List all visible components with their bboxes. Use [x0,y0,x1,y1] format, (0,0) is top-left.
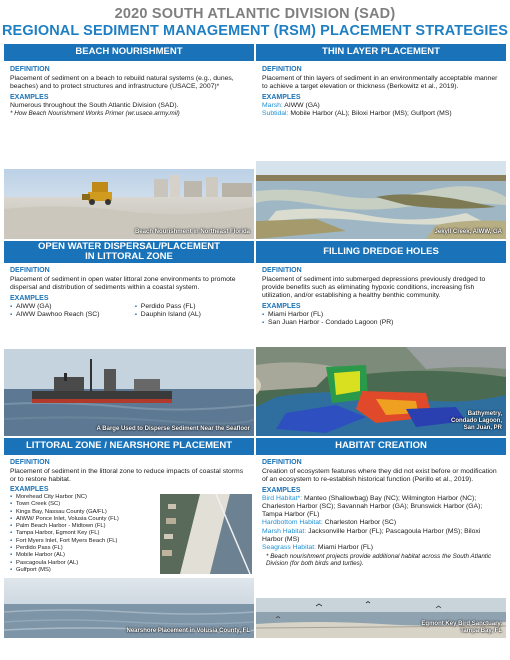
example-item: ▪ Kings Bay, Nassau County (GA/FL) [10,509,158,516]
bird-habitat-value: Manteo (Shallowbag) Bay (NC); Wilmington Harbor (NC); Charleston Harbor (SC); Savannah Harbor (GA); Brunswick Harbor (GA); Tampa Harbor (FL) [262,495,483,519]
barge-photo [4,349,254,436]
panel-thin-layer [256,44,506,239]
photo-caption [451,411,502,432]
example-item: ▪ San Juan Harbor - Condado Lagoon (PR) [262,319,502,327]
example-item: ▪ Tampa Harbor, Egmont Key (FL) [10,530,158,537]
subtidal-label: Subtidal: [262,110,289,118]
definition-text: Placement of sediment on a beach to rebuild natural systems (e.g., dunes, beaches) and to protect structures and infrastructure (USACE, 2007)* [10,74,234,90]
examples-heading: EXAMPLES [10,93,49,101]
definition-text: Placement of thin layers of sediment in an environmentally acceptable manner to achieve a target elevation or thickness (Berkowitz et al., 2019). [262,74,498,90]
caption-line: Condado Lagoon, [451,418,502,424]
example-item: ▪ Mobile Harbor (AL) [10,552,158,559]
panel-title-line-1: OPEN WATER DISPERSAL/PLACEMENT [38,241,220,252]
examples-heading: EXAMPLES [10,294,49,302]
caption-line: San Juan, PR [463,425,502,431]
panel-title-thin-layer: THIN LAYER PLACEMENT [256,44,506,61]
photo-caption: Nearshore Placement in Volusia County, FL [126,628,250,634]
marsh-habitat-value: Jacksonville Harbor (FL); Pascagoula Harbor (MS); Biloxi Harbor (MS) [262,527,481,543]
example-item: ▪ Town Creek (SC) [10,501,158,508]
footnote: * How Beach Nourishment Works Primer (wr.usace.army.mil) [10,110,180,118]
caption-line: Egmont Key Bird Sanctuary, [421,621,502,627]
example-item: ▪ AIWW Dawhoo Reach (SC) [10,311,135,319]
panel-beach-nourishment [4,44,254,239]
panel-title-habitat: HABITAT CREATION [256,438,506,455]
panel-title-dredge-holes: FILLING DREDGE HOLES [256,241,506,263]
aerial-beach-photo [160,494,252,574]
hardbottom-habitat-label: Hardbottom Habitat: [262,519,323,527]
bird-sanctuary-photo [256,598,506,638]
photo-caption [421,621,502,635]
panel-dredge-holes [256,241,506,436]
marsh-value: AIWW (GA) [284,102,320,110]
example-item: ▪ Gulfport (MS) [10,567,158,574]
examples-heading: EXAMPLES [262,302,301,310]
examples-heading: EXAMPLES [262,486,301,494]
panel-habitat-creation [256,438,506,638]
footnote: * Beach nourishment projects provide additional habitat across the South Atlantic Division (for both birds and turtles). [266,552,492,568]
marsh-label: Marsh: [262,102,283,110]
example-item: ▪ Perdido Pass (FL) [135,303,250,311]
marsh-photo [256,161,506,239]
example-item: ▪ Dauphin Island (AL) [135,311,250,319]
panel-title-beach: BEACH NOURISHMENT [4,44,254,61]
definition-heading: DEFINITION [262,459,302,466]
photo-caption: Jekyll Creek, AIWW, GA [434,229,502,235]
examples-heading: EXAMPLES [10,485,49,493]
nearshore-photo [4,578,254,638]
bird-habitat-label: Bird Habitat*: [262,495,303,503]
example-item: ▪ Pascagoula Harbor (AL) [10,560,158,567]
definition-heading: DEFINITION [262,66,302,73]
hardbottom-habitat-value: Charleston Harbor (SC) [324,519,397,527]
examples-list [10,494,158,574]
photo-caption: Beach Nourishment in Northeast Florida [134,229,250,235]
example-item: ▪ Miami Harbor (FL) [262,311,502,319]
photo-caption: A Barge Used to Disperse Sediment Near the Seafloor [96,426,250,432]
example-item: ▪ Palm Beach Harbor - Midtown (FL) [10,523,158,530]
beach-photo [4,169,254,239]
panel-title-open-water [4,241,254,263]
panel-title-line-2: IN LITTORAL ZONE [85,251,173,262]
panel-littoral-zone [4,438,254,638]
definition-text: Placement of sediment in the littoral zone to reduce impacts of coastal storms or to restore habitat. [10,467,244,483]
definition-heading: DEFINITION [10,267,50,274]
example-item: ▪ Perdido Pass (FL) [10,545,158,552]
definition-heading: DEFINITION [10,459,50,466]
seagrass-habitat-label: Seagrass Habitat: [262,543,317,551]
example-item: ▪ Fort Myers Inlet, Fort Myers Beach (FL) [10,538,158,545]
definition-heading: DEFINITION [262,267,302,274]
seagrass-habitat-value: Miami Harbor (FL) [317,543,374,551]
panel-open-water [4,241,254,436]
example-item: ▪ AIWW/ Ponce Inlet, Volusia County (FL) [10,516,158,523]
definition-text: Placement of sediment in open water littoral zone environments to promote dispersal and distribution of sediments within a coastal system. [10,275,236,291]
examples-text: Numerous throughout the South Atlantic Division (SAD). [10,102,179,110]
examples-heading: EXAMPLES [262,93,301,101]
example-item: ▪ AIWW (GA) [10,303,135,311]
example-item: ▪ Morehead City Harbor (NC) [10,494,158,501]
subtidal-value: Mobile Harbor (AL); Biloxi Harbor (MS); Gulfport (MS) [290,110,452,118]
definition-text: Creation of ecosystem features where they did not exist before or modification of an ecosystem to re-establish historical function (Perillo et al., 2019). [262,467,497,483]
panel-title-littoral: LITTORAL ZONE / NEARSHORE PLACEMENT [4,438,254,455]
marsh-habitat-label: Marsh Habitat: [262,527,307,535]
header-line-1: 2020 SOUTH ATLANTIC DIVISION (SAD) [114,6,396,22]
caption-line: Tampa Bay, FL [460,628,502,634]
caption-line: Bathymetry, [467,411,502,417]
bathymetry-photo [256,347,506,436]
header-line-2: REGIONAL SEDIMENT MANAGEMENT (RSM) PLACEMENT STRATEGIES [1,23,509,39]
definition-heading: DEFINITION [10,66,50,73]
definition-text: Placement of sediment into submerged depressions previously dredged to provide benefits such as eliminating hypoxic conditions, increasing fish utilization, and/or establishing a healthy benthic community. [262,275,486,299]
